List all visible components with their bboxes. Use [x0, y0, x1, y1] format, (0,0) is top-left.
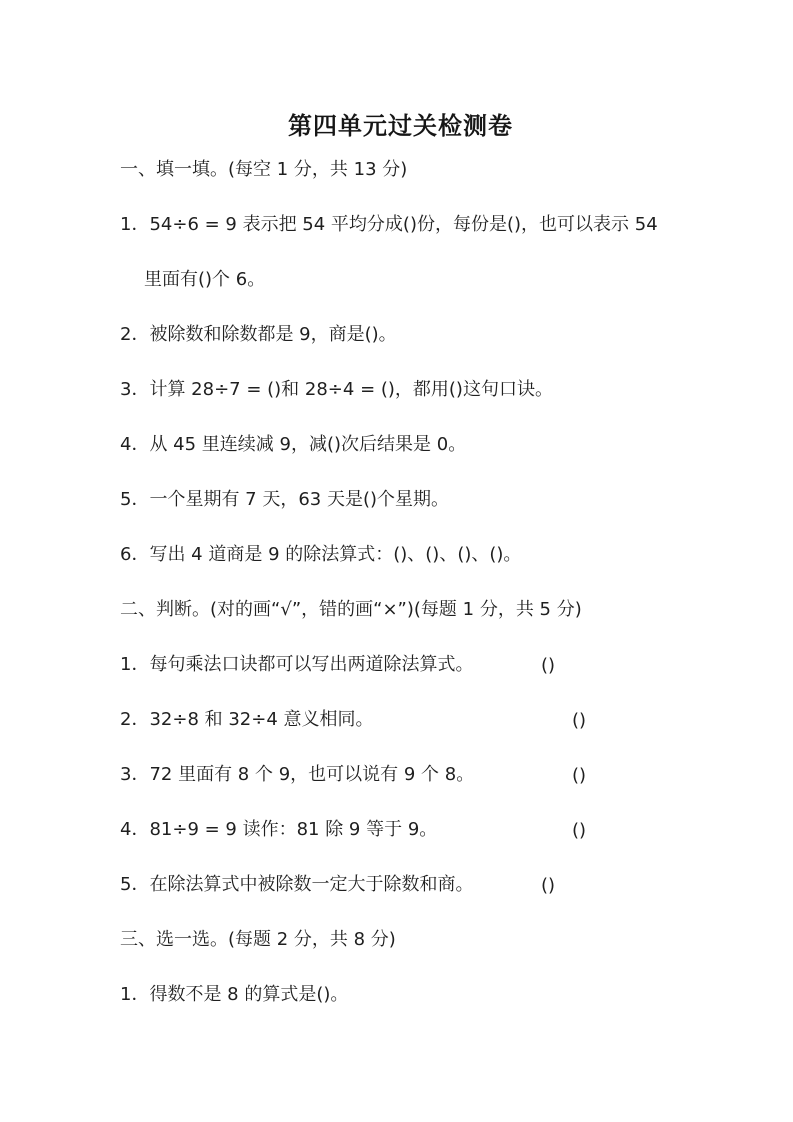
answer-bracket: () — [572, 764, 587, 786]
section2-question4-text: 4．81÷9 = 9 读作：81 除 9 等于 9。 — [120, 819, 438, 841]
section3-heading: 三、选一选。(每题 2 分，共 8 分) — [120, 929, 396, 951]
section2-question4 — [120, 803, 681, 858]
section1-question3: 3．计算 28÷7 = ()和 28÷4 = ()，都用()这句口诀。 — [120, 379, 553, 401]
section2-question3 — [120, 748, 681, 803]
section1-question2: 2．被除数和除数都是 9，商是()。 — [120, 324, 397, 346]
answer-bracket: () — [541, 874, 556, 896]
section2-question5 — [120, 858, 681, 913]
answer-bracket: () — [572, 819, 587, 841]
document-body — [120, 143, 681, 1023]
section2-question3-text: 3．72 里面有 8 个 9，也可以说有 9 个 8。 — [120, 764, 475, 786]
section1-heading: 一、填一填。(每空 1 分，共 13 分) — [120, 159, 408, 181]
answer-bracket: () — [572, 709, 587, 731]
section2-question2 — [120, 693, 681, 748]
section1-question5: 5．一个星期有 7 天，63 天是()个星期。 — [120, 489, 450, 511]
section1-question4: 4．从 45 里连续减 9，减()次后结果是 0。 — [120, 434, 467, 456]
section2-question5-text: 5．在除法算式中被除数一定大于除数和商。 — [120, 874, 474, 896]
section2-question2-text: 2．32÷8 和 32÷4 意义相同。 — [120, 709, 374, 731]
section2-question1-text: 1．每句乘法口诀都可以写出两道除法算式。 — [120, 654, 474, 676]
section1-question1-line1: 1．54÷6 = 9 表示把 54 平均分成()份，每份是()，也可以表示 54 — [120, 214, 658, 236]
section2-heading: 二、判断。(对的画“√”，错的画“×”)(每题 1 分，共 5 分) — [120, 599, 582, 621]
section2-question1 — [120, 638, 681, 693]
page-title: 第四单元过关检测卷 — [288, 112, 513, 140]
section1-question1-line2: 里面有()个 6。 — [144, 269, 266, 291]
answer-bracket: () — [541, 654, 556, 676]
section1-question6: 6．写出 4 道商是 9 的除法算式：()、()、()、()。 — [120, 544, 522, 566]
section3-question1: 1．得数不是 8 的算式是()。 — [120, 984, 349, 1006]
